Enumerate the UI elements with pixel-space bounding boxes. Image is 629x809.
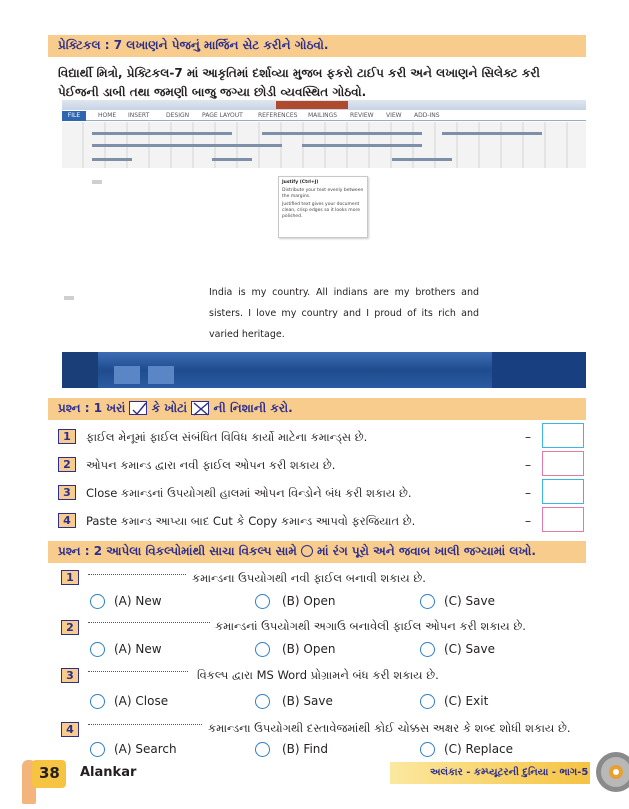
q2-heading-post: માં રંગ પૂરો અને જવાબ ખાલી જગ્યામાં લખો. <box>317 544 536 558</box>
q2-item-4-option-b: (B) Find <box>282 742 328 756</box>
window-title-bar <box>62 100 586 110</box>
tab-review[interactable]: REVIEW <box>350 112 374 119</box>
taskbar-item[interactable] <box>114 366 140 384</box>
tab-design[interactable]: DESIGN <box>166 112 190 119</box>
q2-item-2-number: 2 <box>61 620 79 635</box>
cd-icon <box>592 748 629 796</box>
practical-heading-band <box>48 35 586 57</box>
q2-item-2-text: કમાન્ડનાં ઉપયોગથી અગાઉ બનાવેલી ફાઈલ ઓપન કરી શકાય છે. <box>215 619 526 633</box>
q2-item-4-number: 4 <box>61 722 79 737</box>
q2-item-3-option-b-radio[interactable] <box>255 694 270 709</box>
q2-item-4-option-c: (C) Replace <box>444 742 514 756</box>
page-number: 38 <box>39 764 60 782</box>
ribbon-tabs <box>62 111 586 121</box>
q2-item-4-option-a: (A) Search <box>114 742 177 756</box>
q2-item-2-option-b-radio[interactable] <box>255 642 270 657</box>
tab-mailings[interactable]: MAILINGS <box>308 112 338 119</box>
document-paragraph: India is my country. All indians are my brothers and sisters. I love my country and I proud of its rich and varied heritage. <box>209 287 479 340</box>
q1-item-4-number: 4 <box>58 513 76 528</box>
q1-item-2-dash: – <box>525 458 531 472</box>
taskbar <box>62 352 586 388</box>
q2-item-1-option-c-radio[interactable] <box>420 594 435 609</box>
q1-item-2-text: ઓપન કમાન્ડ દ્વારા નવી ફાઈલ ઓપન કરી શકાય છે. <box>86 458 336 472</box>
tab-file[interactable]: FILE <box>62 111 86 121</box>
window-title <box>276 101 348 109</box>
q2-item-3-text: વિકલ્પ દ્વારા MS Word પ્રોગ્રામને બંધ કરી શકાય છે. <box>197 668 439 682</box>
justify-tooltip <box>278 176 368 238</box>
q2-item-4-text: કમાન્ડના ઉપયોગથી દસ્તાવેજમાંથી કોઈ ચોક્કસ અક્ષર કે શબ્દ શોધી શકાય છે. <box>208 721 571 735</box>
tab-home[interactable]: HOME <box>98 112 117 119</box>
practical-intro: વિદ્યાર્થી મિત્રો, પ્રેક્ટિકલ-7 માં આકૃતિમાં દર્શાવ્યા મુજબ ફકરો ટાઈપ કરી અને લખાણને સિલેક્ટ કરી પેઈજની ડાબી તથા જમણી બાજુ જગ્યા છોડી વ્યવસ્થિત ગોઠવો. <box>58 66 540 99</box>
q1-item-3-answer-box[interactable] <box>542 479 584 504</box>
q2-item-3-option-a-radio[interactable] <box>90 694 105 709</box>
cross-box-icon <box>191 401 209 415</box>
tick-box-icon <box>129 401 147 415</box>
brand-logo: Alankar <box>80 765 137 780</box>
q1-heading <box>58 401 293 416</box>
q2-item-1-blank[interactable] <box>88 569 186 575</box>
q1-item-3-text: Close કમાન્ડનાં ઉપયોગથી હાલમાં ઓપન વિન્ડોને બંધ કરી શકાય છે. <box>86 486 412 500</box>
q2-item-3-number: 3 <box>61 668 79 683</box>
q1-item-3-dash: – <box>525 486 531 500</box>
q2-item-2-blank[interactable] <box>88 617 210 623</box>
tab-page-layout[interactable]: PAGE LAYOUT <box>202 112 243 119</box>
q1-heading-post: ની નિશાની કરો. <box>213 401 293 415</box>
tooltip-line-1: Distribute your text evenly between the margins. <box>282 188 364 199</box>
q2-item-2-option-c: (C) Save <box>444 642 496 656</box>
q2-item-1-option-c: (C) Save <box>444 594 496 608</box>
q2-item-3-blank[interactable] <box>88 666 188 672</box>
q2-item-1-option-a-radio[interactable] <box>90 594 105 609</box>
tab-view[interactable]: VIEW <box>386 112 402 119</box>
q2-item-2-option-c-radio[interactable] <box>420 642 435 657</box>
q1-item-2-answer-box[interactable] <box>542 451 584 476</box>
q1-heading-pre: પ્રશ્ન : 1 ખરાં <box>58 401 126 415</box>
word-screenshot <box>62 100 586 392</box>
tab-references[interactable]: REFERENCES <box>258 112 298 119</box>
q2-item-3-option-b: (B) Save <box>282 694 333 708</box>
q1-item-4-dash: – <box>525 514 531 528</box>
start-button[interactable] <box>62 352 98 388</box>
q2-item-4-option-a-radio[interactable] <box>90 742 105 757</box>
circle-icon <box>301 545 313 557</box>
q2-item-2-option-a-radio[interactable] <box>90 642 105 657</box>
q1-item-1-text: ફાઈલ મેનૂમાં ફાઈલ સંબંધિત વિવિધ કાર્યો માટેના કમાન્ડ્સ છે. <box>86 430 368 444</box>
ribbon <box>62 122 586 168</box>
tab-add-ins[interactable]: ADD-INS <box>414 112 440 119</box>
taskbar-item-word[interactable] <box>148 366 174 384</box>
q2-item-4-option-c-radio[interactable] <box>420 742 435 757</box>
tooltip-line-2: Justified text gives your document clean, crisp edges so it looks more polished. <box>282 202 360 219</box>
q1-heading-mid: કે ખોટાં <box>151 401 188 415</box>
q2-item-1-number: 1 <box>61 570 79 585</box>
tab-insert[interactable]: INSERT <box>128 112 150 119</box>
q2-heading-band <box>48 541 586 563</box>
q2-item-4-blank[interactable] <box>88 719 202 725</box>
q2-heading-pre: પ્રશ્ન : 2 આપેલા વિકલ્પોમાંથી સાચા વિકલ્પ સામે <box>58 544 297 558</box>
practical-heading: પ્રેક્ટિકલ : 7 લખાણને પેજનું માર્જિન સેટ કરીને ગોઠવો. <box>58 38 329 52</box>
tooltip-title: Justify (Ctrl+J) <box>282 180 319 185</box>
q1-heading-band <box>48 398 586 420</box>
q2-item-1-option-b: (B) Open <box>282 594 336 608</box>
q2-item-3-option-c: (C) Exit <box>444 694 489 708</box>
q1-item-2-number: 2 <box>58 457 76 472</box>
q2-item-1-text: કમાન્ડના ઉપયોગથી નવી ફાઈલ બનાવી શકાય છે. <box>192 571 426 585</box>
q1-item-1-dash: – <box>525 430 531 444</box>
q2-item-1-option-a: (A) New <box>114 594 162 608</box>
q2-item-4-option-b-radio[interactable] <box>255 742 270 757</box>
q1-item-3-number: 3 <box>58 485 76 500</box>
q2-item-2-option-b: (B) Open <box>282 642 336 656</box>
q1-item-1-answer-box[interactable] <box>542 423 584 448</box>
q2-item-3-option-c-radio[interactable] <box>420 694 435 709</box>
q2-item-3-option-a: (A) Close <box>114 694 169 708</box>
q1-item-4-answer-box[interactable] <box>542 507 584 532</box>
system-tray <box>492 352 586 388</box>
q2-item-1-option-b-radio[interactable] <box>255 594 270 609</box>
q2-item-2-option-a: (A) New <box>114 642 162 656</box>
q1-item-4-text: Paste કમાન્ડ આપ્યા બાદ Cut કે Copy કમાન્ડ આપવો ફરજિયાત છે. <box>86 514 416 528</box>
series-title: અલંકાર - કમ્પ્યૂટરની દુનિયા - ભાગ-5 <box>430 767 589 778</box>
q2-heading <box>58 544 536 559</box>
q1-item-1-number: 1 <box>58 429 76 444</box>
